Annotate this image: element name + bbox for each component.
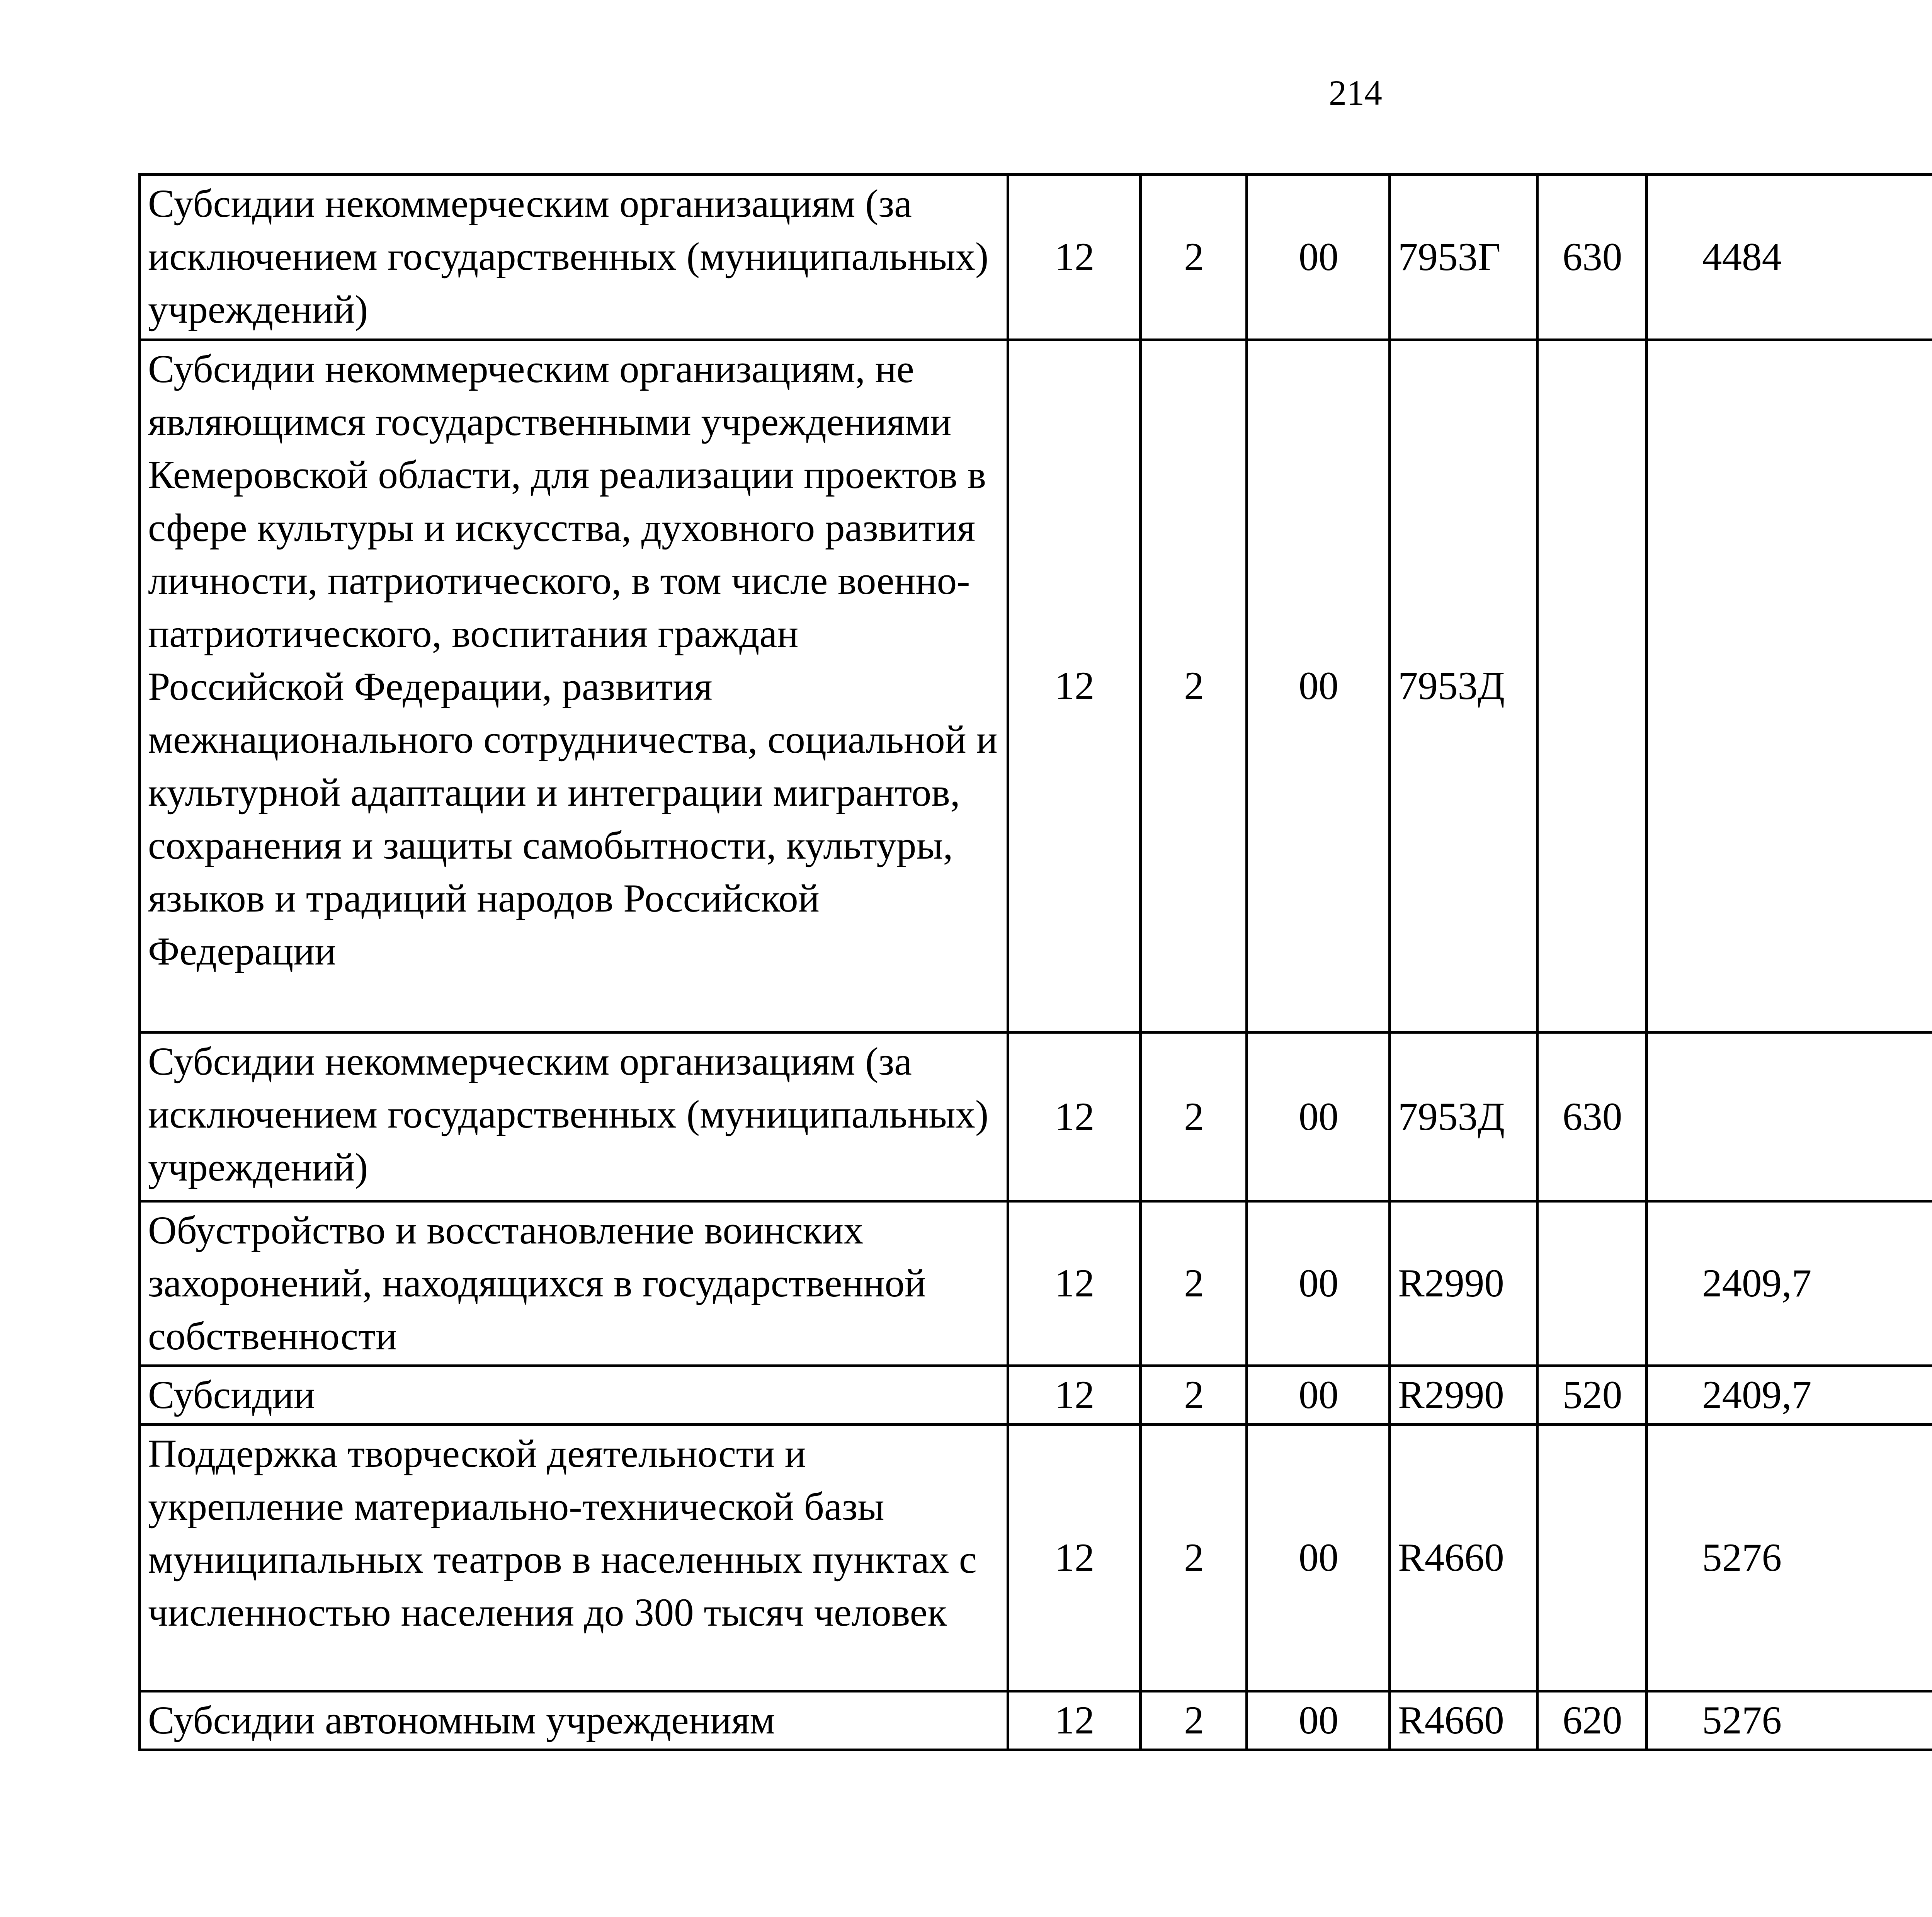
cell-direction-code: R4660 <box>1390 1425 1537 1691</box>
cell-subprogram: 2 <box>1141 1032 1247 1201</box>
cell-direction-code: 7953Д <box>1390 340 1537 1032</box>
cell-main-event: 00 <box>1247 1032 1390 1201</box>
cell-subprogram: 2 <box>1141 175 1247 340</box>
row-name: Субсидии некоммерческим организациям, не являющимся государственными учреждениями Кемеровской области, для реализации проектов в сфере культуры и искусства, духовного развития личности, патриотического, в том числе военно-патриотического, воспитания граждан Российской Федерации, развития межнационального сотрудничества, социальной и культурной адаптации и интеграции мигрантов, сохранения и защиты самобытности, культуры, языков и традиций народов Российской Федерации <box>140 340 1008 1032</box>
table-row <box>140 175 1932 340</box>
row-name: Субсидии автономным учреждениям <box>140 1691 1008 1750</box>
cell-section: 12 <box>1008 1366 1141 1425</box>
cell-section: 12 <box>1008 1691 1141 1750</box>
budget-table <box>138 173 1932 1751</box>
table-row <box>140 340 1932 1032</box>
cell-subprogram: 2 <box>1141 1425 1247 1691</box>
cell-section: 12 <box>1008 175 1141 340</box>
cell-main-event: 00 <box>1247 1201 1390 1366</box>
cell-expense-type: 620 <box>1537 1691 1647 1750</box>
cell-sum-1 <box>1647 1032 1932 1201</box>
cell-direction-code: R4660 <box>1390 1691 1537 1750</box>
row-name: Субсидии <box>140 1366 1008 1425</box>
cell-sum-1: 2409,7 <box>1647 1201 1932 1366</box>
cell-expense-type: 630 <box>1537 1032 1647 1201</box>
cell-sum-1: 5276 <box>1647 1691 1932 1750</box>
cell-section: 12 <box>1008 1032 1141 1201</box>
cell-main-event: 00 <box>1247 175 1390 340</box>
cell-section: 12 <box>1008 340 1141 1032</box>
cell-main-event: 00 <box>1247 1691 1390 1750</box>
cell-main-event: 00 <box>1247 1425 1390 1691</box>
cell-expense-type: 630 <box>1537 175 1647 340</box>
table-row <box>140 1691 1932 1750</box>
cell-section: 12 <box>1008 1201 1141 1366</box>
row-name: Поддержка творческой деятельности и укрепление материально-технической базы муниципальных театров в населенных пунктах с численностью населения до 300 тысяч человек <box>140 1425 1008 1691</box>
table-row <box>140 1425 1932 1691</box>
cell-expense-type: 520 <box>1537 1366 1647 1425</box>
cell-direction-code: R2990 <box>1390 1201 1537 1366</box>
row-name: Субсидии некоммерческим организациям (за исключением государственных (муниципальных) учреждений) <box>140 1032 1008 1201</box>
table-body <box>140 175 1932 1750</box>
page-number: 214 <box>1329 73 1382 112</box>
cell-section: 12 <box>1008 1425 1141 1691</box>
cell-subprogram: 2 <box>1141 1201 1247 1366</box>
cell-subprogram: 2 <box>1141 1366 1247 1425</box>
cell-expense-type <box>1537 340 1647 1032</box>
table-row <box>140 1201 1932 1366</box>
cell-direction-code: 7953Д <box>1390 1032 1537 1201</box>
cell-expense-type <box>1537 1201 1647 1366</box>
cell-main-event: 00 <box>1247 340 1390 1032</box>
cell-sum-1: 2409,7 <box>1647 1366 1932 1425</box>
cell-direction-code: 7953Г <box>1390 175 1537 340</box>
cell-sum-1: 4484 <box>1647 175 1932 340</box>
cell-expense-type <box>1537 1425 1647 1691</box>
cell-subprogram: 2 <box>1141 1691 1247 1750</box>
cell-direction-code: R2990 <box>1390 1366 1537 1425</box>
cell-sum-1: 5276 <box>1647 1425 1932 1691</box>
cell-main-event: 00 <box>1247 1366 1390 1425</box>
table-row <box>140 1032 1932 1201</box>
cell-subprogram: 2 <box>1141 340 1247 1032</box>
row-name: Субсидии некоммерческим организациям (за исключением государственных (муниципальных) учреждений) <box>140 175 1008 340</box>
cell-sum-1 <box>1647 340 1932 1032</box>
table-row <box>140 1366 1932 1425</box>
row-name: Обустройство и восстановление воинских захоронений, находящихся в государственной собственности <box>140 1201 1008 1366</box>
